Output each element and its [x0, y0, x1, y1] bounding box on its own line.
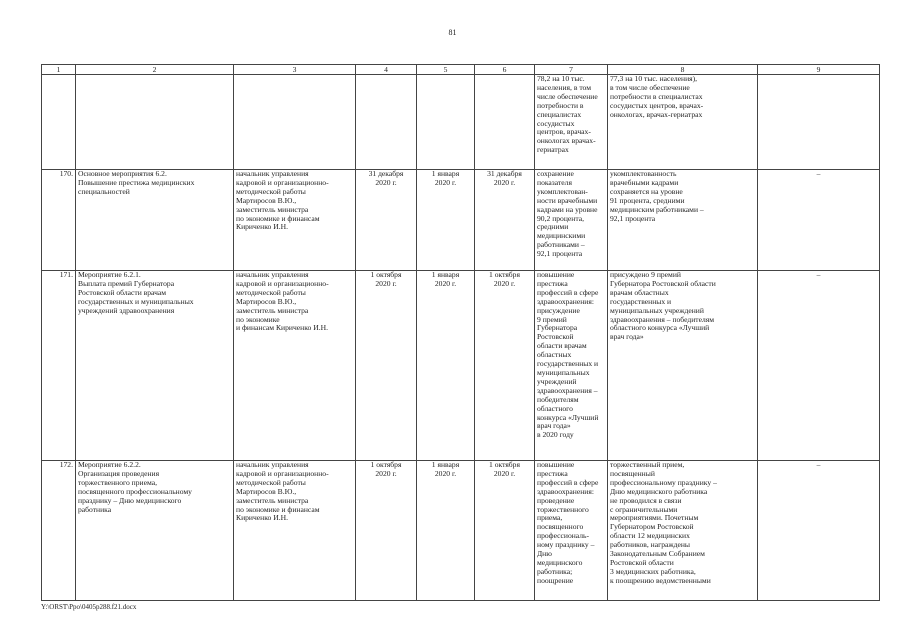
header-cell: 8 — [608, 65, 758, 75]
actual-end-date: 1 октября 2020 г. — [475, 461, 535, 601]
report-table — [41, 64, 880, 601]
table-row — [42, 75, 880, 170]
event-name: Мероприятие 6.2.2. Организация проведения торжественного приема, посвященного профессиональному празднику – Дню медицинского работника — [76, 461, 234, 601]
responsible: начальник управления кадровой и организационно- методической работы Мартиросов В.Ю., заместитель министра по экономике и финансам Кириченко И.Н. — [234, 271, 356, 461]
responsible: начальник управления кадровой и организационно- методической работы Мартиросов В.Ю., заместитель министра по экономике и финансам Кириченко И.Н. — [234, 170, 356, 271]
page-number: 81 — [448, 28, 457, 37]
row-number: 171. — [42, 271, 76, 461]
planned-end-date — [356, 75, 417, 170]
planned-result: повышение престижа профессий в сфере здравоохранения: проведение торжественного приема, посвященного профессиональ- ному празднику – Дню медицинского работника; поощрение — [535, 461, 608, 601]
comment — [758, 75, 880, 170]
comment: – — [758, 271, 880, 461]
actual-result: укомплектованность врачебными кадрами сохраняется на уровне 91 процента, средними медицинским работниками – 92,1 процента — [608, 170, 758, 271]
table-row — [42, 461, 880, 601]
event-name: Мероприятие 6.2.1. Выплата премий Губернатора Ростовской области врачам государственных и муниципальных учреждений здравоохранения — [76, 271, 234, 461]
actual-result: присуждено 9 премий Губернатора Ростовской области врачам областных государственных и муниципальных учреждений здравоохранения – победителям областного конкурса «Лучший врач года» — [608, 271, 758, 461]
file-path-footer: Y:\ORST\Ppo\0405p288.f21.docx — [41, 603, 137, 611]
table-row — [42, 170, 880, 271]
event-name: Основное мероприятия 6.2. Повышение престижа медицинских специальностей — [76, 170, 234, 271]
header-cell: 9 — [758, 65, 880, 75]
planned-result: повышение престижа профессий в сфере здравоохранения: присуждение 9 премий Губернатора Ростовской области врачам областных государственных и муниципальных учреждений здравоохранения – победителям областного конкурса «Лучший врач года» в 2020 году — [535, 271, 608, 461]
event-name — [76, 75, 234, 170]
table-row — [42, 271, 880, 461]
planned-end-date: 31 декабря 2020 г. — [356, 170, 417, 271]
actual-end-date — [475, 75, 535, 170]
row-number — [42, 75, 76, 170]
planned-end-date: 1 октября 2020 г. — [356, 461, 417, 601]
comment: – — [758, 461, 880, 601]
column-number-row — [42, 65, 880, 75]
header-cell: 2 — [76, 65, 234, 75]
actual-start-date — [417, 75, 475, 170]
header-cell: 1 — [42, 65, 76, 75]
actual-end-date: 31 декабря 2020 г. — [475, 170, 535, 271]
planned-result: 78,2 на 10 тыс. населения, в том числе обеспечение потребности в специалистах сосудистых центров, врачах- онкологах врачах- гериатрах — [535, 75, 608, 170]
responsible: начальник управления кадровой и организационно- методической работы Мартиросов В.Ю., заместитель министра по экономике и финансам Кириченко И.Н. — [234, 461, 356, 601]
actual-start-date: 1 января 2020 г. — [417, 461, 475, 601]
actual-result: торжественный прием, посвященный профессиональному празднику – Дню медицинского работника не проводился в связи с ограничительными мероприятиями. Почетным Губернатором Ростовской области 12 медицинских работников, награждены Законодательным Собранием Ростовской области 3 медицинских работника, к поощрению ведомственными — [608, 461, 758, 601]
actual-result: 77,3 на 10 тыс. населения), в том числе обеспечение потребности в специалистах сосудистых центров, врачах- онкологах, врачах-гериатрах — [608, 75, 758, 170]
planned-result: сохранение показателя укомплектован- ности врачебными кадрами на уровне 90,2 процента, средними медицинскими работниками – 92,1 процента — [535, 170, 608, 271]
actual-end-date: 1 октября 2020 г. — [475, 271, 535, 461]
header-cell: 6 — [475, 65, 535, 75]
header-cell: 3 — [234, 65, 356, 75]
header-cell: 7 — [535, 65, 608, 75]
actual-start-date: 1 января 2020 г. — [417, 170, 475, 271]
actual-start-date: 1 января 2020 г. — [417, 271, 475, 461]
header-cell: 4 — [356, 65, 417, 75]
row-number: 172. — [42, 461, 76, 601]
header-cell: 5 — [417, 65, 475, 75]
planned-end-date: 1 октября 2020 г. — [356, 271, 417, 461]
row-number: 170. — [42, 170, 76, 271]
comment: – — [758, 170, 880, 271]
responsible — [234, 75, 356, 170]
